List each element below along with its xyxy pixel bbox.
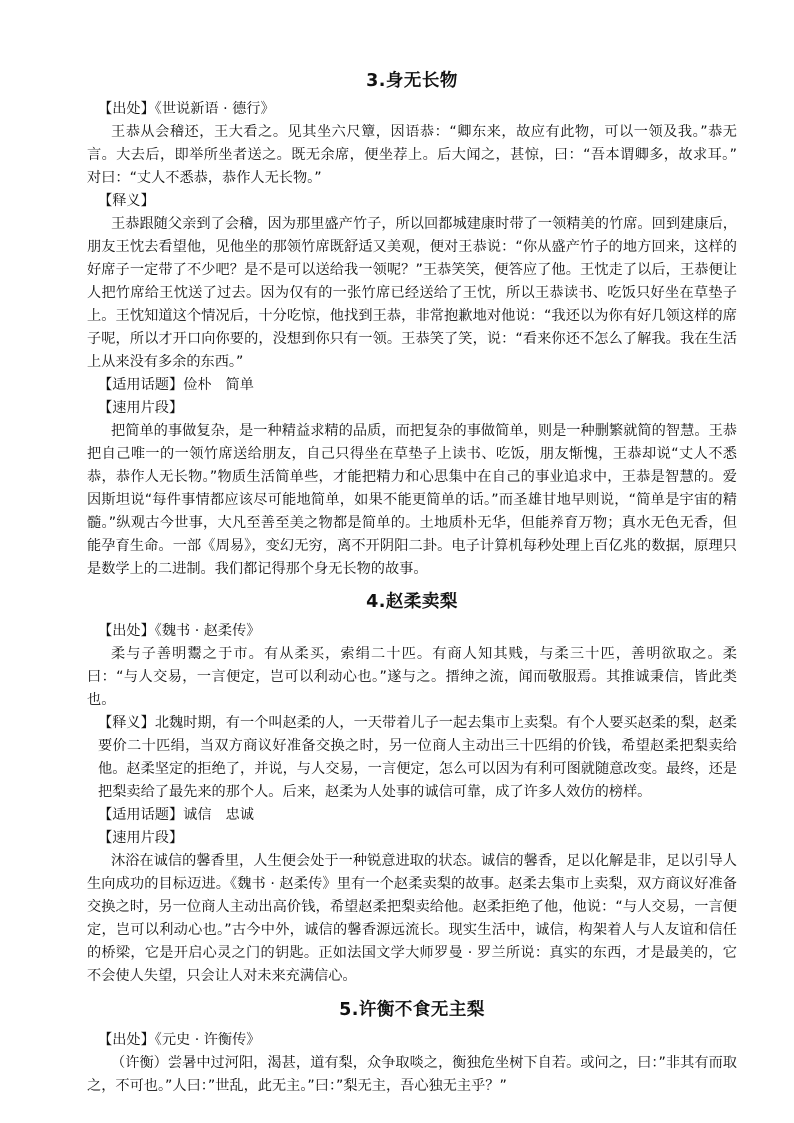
source-text: （许衡）尝暑中过河阳，渴甚，道有梨，众争取啖之，衡独危坐树下自若。或问之，曰：”非其有而取之，不可也。”人曰：”世乱，此无主。”曰：”梨无主，吾心独无主乎？” [87,1055,737,1094]
topic-keyword: 诚信 [183,807,212,823]
section-5 [87,991,737,1098]
document-page [87,64,737,1098]
explanation-text: 王恭跟随父亲到了会稽，因为那里盛产竹子，所以回都城建康时带了一领精美的竹席。回到建康后，朋友王忱去看望他，见他坐的那领竹席既舒适又美观，便对王恭说：“你从盛产竹子的地方回来，这样的好席子一定带了不少吧？是不是可以送给我一领呢？”王恭笑笑，便答应了他。王忱走了以后，王恭便让人把竹席给王忱送了过去。因为仅有的一张竹席已经送给了王忱，所以王恭读书、吃饭只好坐在草垫子上。王忱知道这个情况后，十分吃惊，他找到王恭，非常抱歉地对他说：“我还以为你有好几领这样的席子呢，所以才开口向你要的，没想到你只有一领。王恭笑了笑，说：“看来你还不怎么了解我。我在生活上从来没有多余的东西。” [87,216,737,370]
topic-keyword: 忠诚 [225,807,254,823]
section-title: 4.赵柔卖梨 [366,592,458,612]
explanation-label: 【释义】 [98,715,155,731]
fragment-text: 把简单的事做复杂，是一种精益求精的品质，而把复杂的事做简单，则是一种删繁就简的智慧。王恭把自己唯一的一领竹席送给朋友，自己只得坐在草垫子上读书、吃饭，朋友惭愧，王恭却说“丈人不悉恭，恭作人无长物。”物质生活简单些，才能把精力和心思集中在自己的事业追求中，王恭是智慧的。爱因斯坦说“每件事情都应该尽可能地简单，如果不能更简单的话。”而圣雄甘地早则说，“简单是宇宙的精髓。”纵观古今世事，大凡至善至美之物都是简单的。土地质朴无华，但能养育万物；真水无色无香，但能孕育生命。一部《周易》，变幻无穷，离不开阴阳二卦。电子计算机每秒处理上百亿兆的数据，原理只是数学上的二进制。我们都记得那个身无长物的故事。 [87,423,737,577]
topic-label: 【适用话题】 [98,377,184,393]
explanation-text: 北魏时期，有一个叫赵柔的人，一天带着儿子一起去集市上卖梨。有个人要买赵柔的梨，赵柔要价二十匹绢，当双方商议好准备交换之时，另一位商人主动出三十匹绢的价钱，希望赵柔把梨卖给他。赵柔坚定的拒绝了，并说，与人交易，一言便定，怎么可以因为有利可图就随意改变。最终，还是把梨卖给了最先来的那个人。后来，赵柔为人处事的诚信可靠，成了许多人效仿的榜样。 [98,715,737,800]
topic-label: 【适用话题】 [98,807,184,823]
fragment-label: 【速用片段】 [98,830,184,846]
topic-line [87,804,737,827]
source-text: 王恭从会稽还，王大看之。见其坐六尺簟，因语恭：“卿东来，故应有此物，可以一领及我。”恭无言。大去后，即举所坐者送之。既无余席，便坐荐上。后大闻之，甚惊，曰：“吾本谓卿多，故求耳。” 对曰：“丈人不悉恭，恭作人无长物。” [87,124,737,186]
source-label: 【出处】《元史 · 许衡传》 [98,1032,261,1048]
explanation-label: 【释义】 [98,193,155,209]
section-4 [87,584,737,988]
section-3 [87,64,737,581]
source-label: 【出处】《世说新语 · 德行》 [98,101,275,117]
source-label: 【出处】《魏书 · 赵柔传》 [98,623,261,639]
section-title: 5.许衡不食无主梨 [339,1000,485,1020]
fragment-text: 沐浴在诚信的馨香里，人生便会处于一种锐意进取的状态。诚信的馨香，足以化解是非，足以引导人生向成功的目标迈进。《魏书 · 赵柔传》里有一个赵柔卖梨的故事。赵柔去集市上卖梨，双方商议好准备交换之时，另一位商人主动出高价钱，希望赵柔把梨卖给他。赵柔拒绝了他，他说：“与人交易，一言便定，岂可以利动心也。”古今中外，诚信的馨香源远流长。现实生活中，诚信，构架着人与人友谊和信任的桥梁，它是开启心灵之门的钥匙。正如法国文学大师罗曼 · 罗兰所说：真实的东西，才是最美的，它不会使人失望，只会让人对未来充满信心。 [87,853,737,984]
topic-line [87,374,737,397]
topic-keyword: 俭朴 [183,377,212,393]
source-text: 柔与子善明鬻之于市。有从柔买，索绢二十匹。有商人知其贱，与柔三十匹，善明欲取之。柔曰：“与人交易，一言便定，岂可以利动心也。”遂与之。搢绅之流，闻而敬服焉。其推诚秉信，皆此类也。 [87,646,737,708]
topic-keyword: 简单 [225,377,254,393]
fragment-label: 【速用片段】 [98,400,184,416]
section-title: 3.身无长物 [366,71,458,91]
explanation-paragraph [87,712,737,804]
